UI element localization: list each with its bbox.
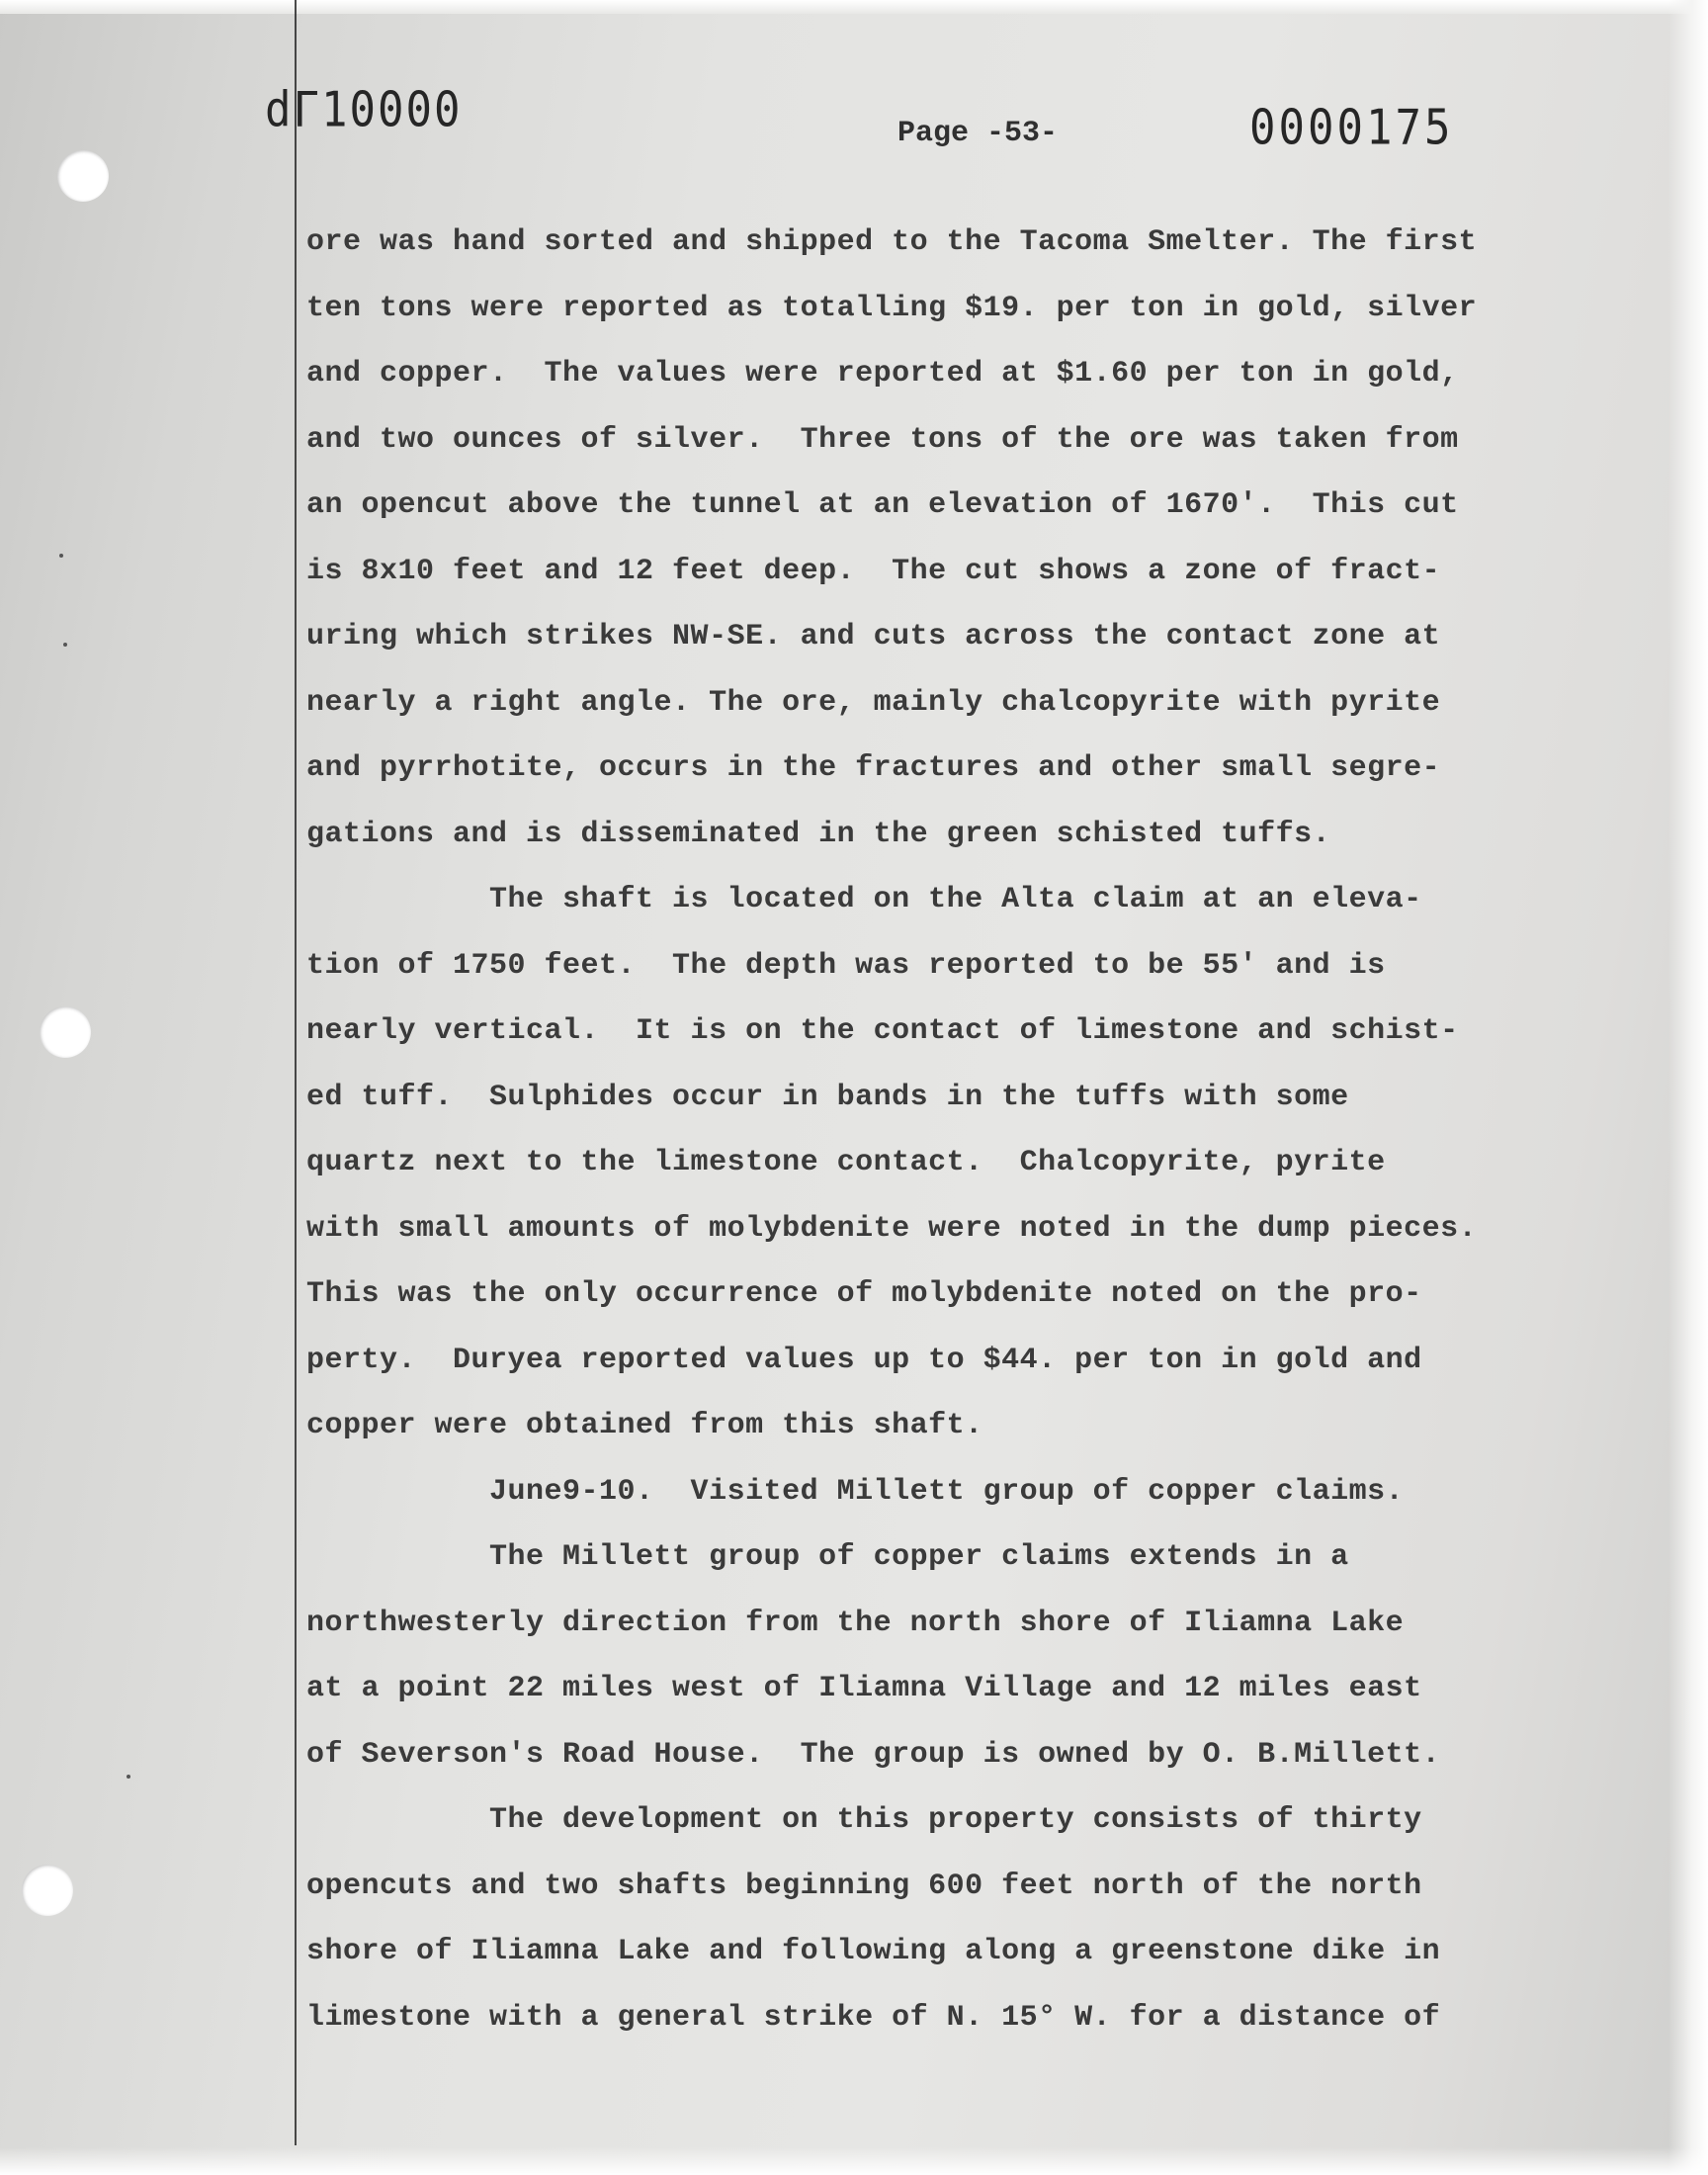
text-line: copper were obtained from this shaft. (306, 1409, 983, 1442)
paper-edge-right (1668, 0, 1708, 2175)
text-line: This was the only occurrence of molybdenite noted on the pro- (306, 1277, 1422, 1311)
scan-speck (63, 643, 67, 647)
margin-rule (295, 0, 297, 2145)
document-number: 0000175 (1249, 99, 1454, 157)
typed-body-text (306, 210, 1611, 2050)
page-number-label: Page -53- (897, 117, 1059, 150)
text-line: gations and is disseminated in the green schisted tuffs. (306, 817, 1331, 851)
text-line: The development on this property consists of thirty (306, 1803, 1422, 1837)
text-line: perty. Duryea reported values up to $44. per ton in gold and (306, 1343, 1422, 1377)
text-line: opencuts and two shafts beginning 600 feet north of the north (306, 1869, 1422, 1903)
text-line: of Severson's Road House. The group is owned by O. B.Millett. (306, 1737, 1441, 1772)
text-line: and copper. The values were reported at $1.60 per ton in gold, (306, 357, 1459, 391)
text-line: limestone with a general strike of N. 15° W. for a distance of (306, 2000, 1441, 2035)
text-line: with small amounts of molybdenite were noted in the dump pieces. (306, 1211, 1478, 1246)
scan-speck (127, 1775, 130, 1779)
text-line: and two ounces of silver. Three tons of the ore was taken from (306, 422, 1459, 457)
text-line: ore was hand sorted and shipped to the Tacoma Smelter. The first (306, 225, 1478, 259)
text-line: ten tons were reported as totalling $19. per ton in gold, silver (306, 291, 1478, 325)
text-line: at a point 22 miles west of Iliamna Village and 12 miles east (306, 1672, 1422, 1705)
document-code: dΓ10000 (265, 81, 463, 139)
punch-hole-middle (40, 1006, 91, 1058)
paper-edge-top (0, 0, 1708, 14)
text-line: ed tuff. Sulphides occur in bands in the tuffs with some (306, 1080, 1349, 1114)
paper-edge-bottom (0, 2147, 1708, 2175)
text-line: northwesterly direction from the north shore of Iliamna Lake (306, 1606, 1405, 1640)
scan-speck (59, 554, 63, 558)
text-line: is 8x10 feet and 12 feet deep. The cut shows a zone of fract- (306, 554, 1441, 588)
text-line: an opencut above the tunnel at an elevation of 1670'. This cut (306, 488, 1459, 522)
text-line: and pyrrhotite, occurs in the fractures and other small segre- (306, 751, 1441, 785)
text-line: nearly a right angle. The ore, mainly chalcopyrite with pyrite (306, 685, 1441, 720)
text-line: uring which strikes NW-SE. and cuts across the contact zone at (306, 620, 1441, 653)
punch-hole-top (57, 150, 109, 202)
text-line: quartz next to the limestone contact. Chalcopyrite, pyrite (306, 1146, 1386, 1179)
text-line: tion of 1750 feet. The depth was reported to be 55' and is (306, 948, 1386, 983)
text-line: The Millett group of copper claims extends in a (306, 1540, 1349, 1574)
text-line: The shaft is located on the Alta claim at an eleva- (306, 883, 1422, 916)
text-line: shore of Iliamna Lake and following along a greenstone dike in (306, 1935, 1441, 1968)
text-line: nearly vertical. It is on the contact of limestone and schist- (306, 1014, 1459, 1048)
punch-hole-bottom (22, 1865, 73, 1916)
text-line: June9-10. Visited Millett group of copper claims. (306, 1474, 1405, 1509)
